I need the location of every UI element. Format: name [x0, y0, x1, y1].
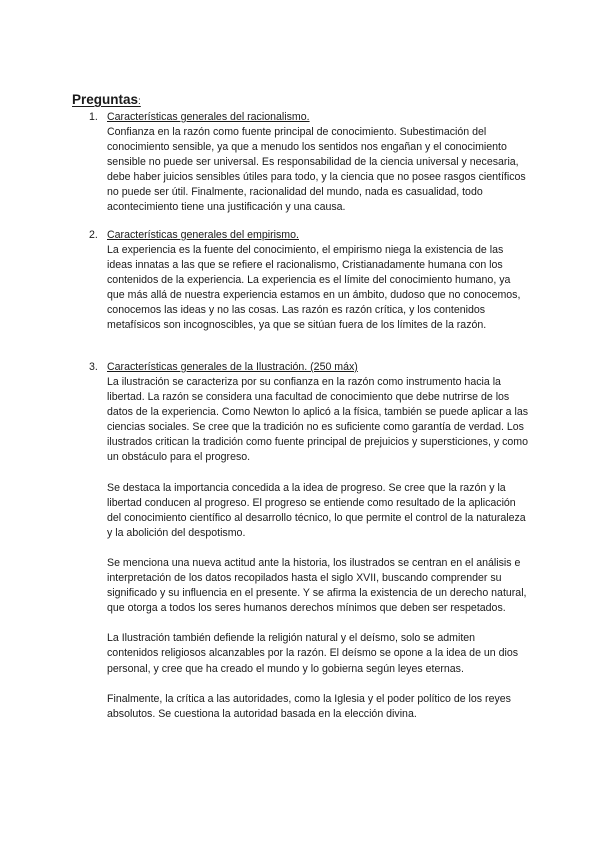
question-number: 2.: [89, 229, 98, 241]
question-answer: [107, 375, 529, 722]
question-answer: [107, 125, 529, 216]
question-title: Características generales del empirismo.: [107, 229, 299, 241]
question-title: Características generales del racionalismo.: [107, 111, 310, 123]
question-item-2: [89, 228, 529, 334]
question-item-1: [89, 110, 529, 216]
heading-text: Preguntas: [72, 92, 139, 107]
answer-paragraph: Se destaca la importancia concedida a la idea de progreso. Se cree que la razón y la libertad conducen al progreso. El progreso se entiende como resultado de la aplicación del conocimiento científico al desarrollo técnico, lo que permite el control de la naturaleza y la abolición del despotismo.: [107, 481, 526, 539]
answer-paragraph: La experiencia es la fuente del conocimiento, el empirismo niega la existencia de las ideas innatas a las que se refiere el racionalismo, Cristianadamente humana con los contenidos de la experiencia. La experiencia es el límite del conocimiento humano, ya que más allá de nuestra experiencia estamos en un ámbito, dudoso que no conocemos, conocemos las ideas y no las cosas. Las razón es razón crítica, y los contenidos metafísicos son incognoscibles, ya que se sitúan fuera de los límites de la razón.: [107, 244, 521, 332]
question-number: 3.: [89, 361, 98, 373]
question-answer: [107, 243, 529, 334]
answer-paragraph: Finalmente, la crítica a las autoridades, como la Iglesia y el poder político de los reyes absolutos. Se cuestiona la autoridad basada en la elección divina.: [107, 692, 511, 720]
page-heading: [72, 92, 141, 107]
answer-paragraph: Se menciona una nueva actitud ante la historia, los ilustrados se centran en el análisis e interpretación de los datos recopilados hasta el siglo XVII, buscando comprender su significado y su influencia en el presente. Y se afirma la existencia de un derecho natural, que otorga a todos los seres humanos derechos mínimos que deben ser respetados.: [107, 556, 527, 615]
question-number: 1.: [89, 111, 98, 123]
answer-paragraph: La ilustración se caracteriza por su confianza en la razón como instrumento hacia la libertad. La razón se considera una facultad de conocimiento que debe nutrirse de los datos de la experiencia. Como Newton lo aplicó a la física, también se puede aplicar a las ciencias sociales. Se cree que la tradición no es suficiente como garantía de verdad. Los ilustrados critican la tradición como fuente principal de prejuicios y supersticiones, y como un obstáculo para el progreso.: [107, 376, 529, 464]
question-item-3: [89, 360, 529, 722]
answer-paragraph: La Ilustración también defiende la religión natural y el deísmo, solo se admiten contenidos religiosos alcanzables por la razón. El deísmo se opone a la idea de un dios personal, y cree que ha creado el mundo y lo gobierna según leyes eternas.: [107, 632, 519, 675]
heading-colon: :: [138, 96, 141, 107]
question-title: Características generales de la Ilustración. (250 máx): [107, 361, 358, 373]
answer-paragraph: Confianza en la razón como fuente principal de conocimiento. Subestimación del conocimiento sensible, ya que a menudo los sentidos nos engañan y el conocimiento sensible no puede ser universal. Es responsabilidad de la ciencia universal y necesaria, debe haber juicios sensibles útiles para todo, y la ciencia que no posee rasgos científicos no puede ser útil. Finalmente, racionalidad del mundo, nada es casualidad, todo acontecimiento tiene una justificación y una causa.: [107, 126, 526, 214]
